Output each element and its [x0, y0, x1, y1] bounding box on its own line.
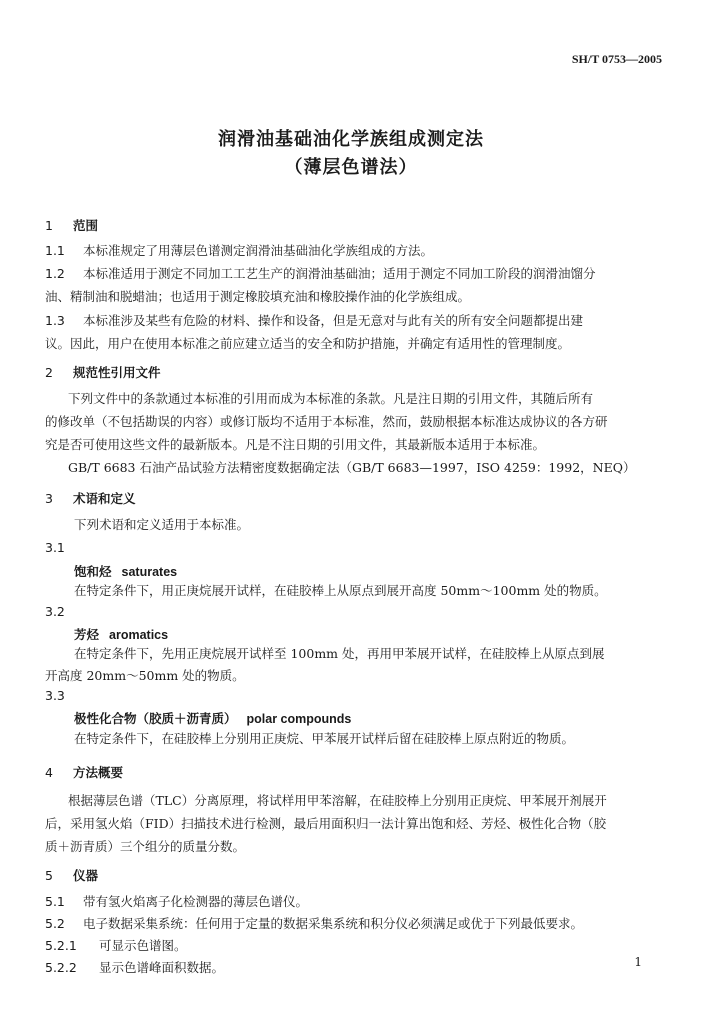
- section-5-heading: [45, 866, 98, 884]
- method-summary-cont: 质＋沥青质）三个组分的质量分数。: [45, 839, 246, 854]
- term-chinese: 芳烃: [74, 627, 100, 642]
- clause-1-3: [45, 310, 583, 332]
- clause-number: 5.2.1: [45, 938, 77, 953]
- clause-number: 1.1: [45, 243, 65, 258]
- term-english: polar compounds: [246, 712, 352, 726]
- standard-number: SH/T 0753—2005: [571, 52, 662, 66]
- clause-5-2-1: [45, 935, 187, 957]
- term-3-3-number: 3.3: [45, 688, 65, 703]
- document-title: 润滑油基础油化学族组成测定法: [218, 129, 484, 150]
- clause-5-2-2: [45, 957, 224, 979]
- clause-1-1: [45, 240, 433, 262]
- clause-5-2: [45, 913, 583, 935]
- section-number: 5: [45, 868, 53, 883]
- clause-number: 5.1: [45, 894, 65, 909]
- section-2-heading: [45, 363, 161, 381]
- clause-text: 显示色谱峰面积数据。: [99, 960, 225, 975]
- clause-text: 本标准适用于测定不同加工工艺生产的润滑油基础油；适用于测定不同加工阶段的润滑油馏分: [83, 266, 596, 281]
- document-subtitle: （薄层色谱法）: [284, 157, 418, 178]
- references-paragraph-cont: 的修改单（不包括勘误的内容）或修订版均不适用于本标准，然而，鼓励根据本标准达成协议的各方研: [45, 414, 608, 429]
- clause-text: 电子数据采集系统：任何用于定量的数据采集系统和积分仪必须满足或优于下列最低要求。: [83, 916, 584, 931]
- section-number: 1: [45, 218, 53, 233]
- section-title: 仪器: [73, 868, 99, 883]
- term-3-1-number: 3.1: [45, 540, 65, 555]
- term-3-1-definition: 在特定条件下，用正庚烷展开试样，在硅胶棒上从原点到展开高度 50mm～100mm 处的物质。: [74, 583, 607, 598]
- term-3-3: [74, 709, 351, 727]
- references-paragraph: 下列文件中的条款通过本标准的引用而成为本标准的条款。凡是注日期的引用文件，其随后所有: [68, 391, 594, 406]
- page-number: 1: [634, 955, 642, 969]
- clause-text: 本标准规定了用薄层色谱测定润滑油基础油化学族组成的方法。: [83, 243, 434, 258]
- method-summary-cont: 后，采用氢火焰（FID）扫描技术进行检测，最后用面积归一法计算出饱和烃、芳烃、极性化合物（胶: [45, 816, 607, 831]
- clause-text: 可显示色谱图。: [99, 938, 187, 953]
- term-english: saturates: [121, 565, 178, 579]
- section-number: 2: [45, 365, 53, 380]
- section-title: 术语和定义: [73, 491, 136, 506]
- clause-1-2: [45, 263, 596, 285]
- term-3-2-number: 3.2: [45, 604, 65, 619]
- section-number: 4: [45, 765, 53, 780]
- term-3-2-definition-cont: 开高度 20mm～50mm 处的物质。: [45, 668, 245, 683]
- terms-intro: 下列术语和定义适用于本标准。: [74, 517, 250, 532]
- term-3-3-definition: 在特定条件下，在硅胶棒上分别用正庚烷、甲苯展开试样后留在硅胶棒上原点附近的物质。: [74, 731, 575, 746]
- section-number: 3: [45, 491, 53, 506]
- term-3-1: [74, 562, 177, 580]
- section-3-heading: [45, 489, 136, 507]
- section-1-heading: [45, 216, 98, 234]
- term-3-2-definition: 在特定条件下，先用正庚烷展开试样至 100mm 处，再用甲苯展开试样，在硅胶棒上从原点到展: [74, 646, 605, 661]
- term-chinese: 饱和烃: [74, 564, 112, 579]
- clause-number: 5.2: [45, 916, 65, 931]
- clause-1-2-cont: 油、精制油和脱蜡油；也适用于测定橡胶填充油和橡胶操作油的化学族组成。: [45, 289, 471, 304]
- clause-number: 5.2.2: [45, 960, 77, 975]
- clause-number: 1.3: [45, 313, 65, 328]
- term-chinese: 极性化合物（胶质＋沥青质）: [74, 711, 237, 726]
- clause-text: 本标准涉及某些有危险的材料、操作和设备，但是无意对与此有关的所有安全问题都提出建: [83, 313, 584, 328]
- clause-number: 1.2: [45, 266, 65, 281]
- method-summary: 根据薄层色谱（TLC）分离原理，将试样用甲苯溶解，在硅胶棒上分别用正庚烷、甲苯展开剂展开: [68, 793, 607, 808]
- section-title: 范围: [73, 218, 99, 233]
- section-title: 方法概要: [73, 765, 124, 780]
- clause-1-3-cont: 议。因此，用户在使用本标准之前应建立适当的安全和防护措施，并确定有适用性的管理制度。: [45, 336, 571, 351]
- references-paragraph-cont: 究是否可使用这些文件的最新版本。凡是不注日期的引用文件，其最新版本适用于本标准。: [45, 437, 546, 452]
- term-english: aromatics: [109, 628, 169, 642]
- clause-text: 带有氢火焰离子化检测器的薄层色谱仪。: [83, 894, 309, 909]
- section-title: 规范性引用文件: [73, 365, 161, 380]
- section-4-heading: [45, 763, 123, 781]
- reference-item: GB/T 6683 石油产品试验方法精密度数据确定法（GB/T 6683—1997，ISO 4259：1992，NEQ）: [68, 460, 636, 475]
- term-3-2: [74, 625, 168, 643]
- clause-5-1: [45, 891, 308, 913]
